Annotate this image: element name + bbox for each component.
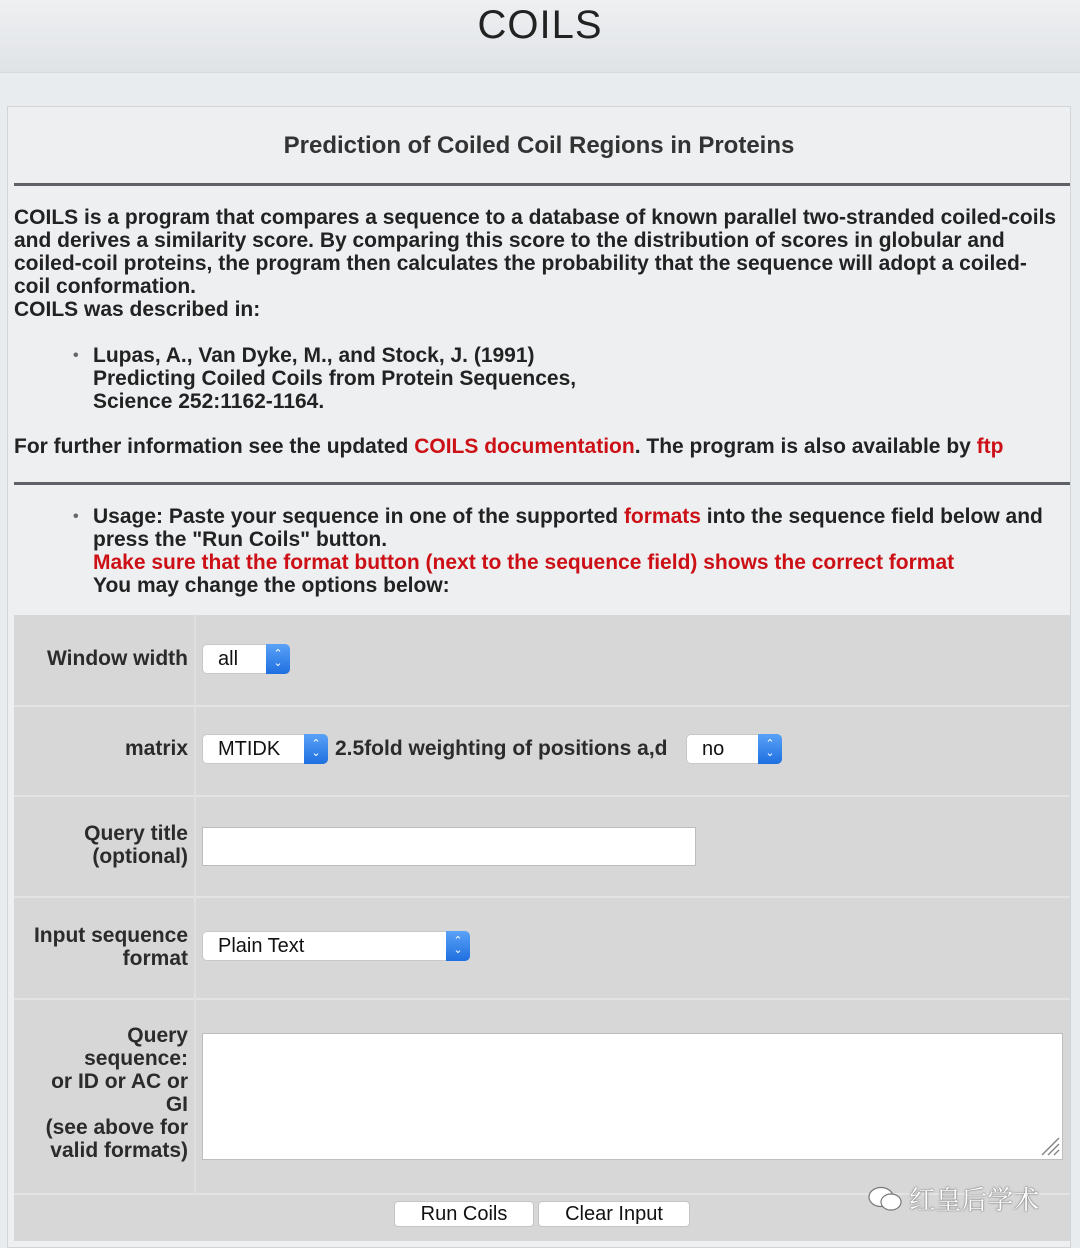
wechat-icon — [868, 1186, 902, 1212]
input-format-label — [14, 924, 188, 970]
matrix-label: matrix — [124, 737, 188, 760]
resize-handle-icon[interactable] — [1038, 1134, 1060, 1156]
column-separator — [194, 795, 196, 896]
input-format-value: Plain Text — [218, 935, 305, 957]
described-in: COILS was described in: — [14, 298, 261, 321]
select-arrows-icon: ⌃ ⌄ — [304, 734, 328, 764]
usage-prefix: Usage: Paste your sequence in one of the supported — [93, 505, 624, 528]
input-format-select[interactable] — [202, 931, 470, 961]
further-info-middle: . The program is also available by — [634, 435, 977, 458]
watermark — [868, 1180, 1039, 1217]
query-sequence-label-line2: sequence: — [84, 1047, 188, 1070]
weighting-select[interactable] — [686, 734, 782, 764]
divider — [14, 183, 1070, 186]
query-sequence-row — [14, 998, 1070, 1195]
format-warning: Make sure that the format button (next to the sequence field) shows the correct format — [93, 551, 955, 574]
query-title-row — [14, 795, 1070, 898]
usage-item — [93, 505, 1062, 597]
query-sequence-textarea[interactable] — [202, 1033, 1063, 1160]
citation-authors: Lupas, A., Van Dyke, M., and Stock, J. (1991) — [93, 344, 535, 367]
query-title-label-line1: Query title — [84, 822, 188, 845]
query-title-label — [14, 822, 188, 868]
watermark-text: 红皇后学术 — [909, 1185, 1040, 1215]
input-format-row — [14, 896, 1070, 1000]
formats-link[interactable]: formats — [623, 505, 701, 528]
column-separator — [194, 615, 196, 705]
clear-input-button[interactable]: Clear Input — [538, 1201, 690, 1227]
citation-list — [14, 344, 1062, 413]
coils-documentation-link[interactable]: COILS documentation — [414, 435, 635, 458]
main-panel — [7, 106, 1071, 1248]
matrix-row — [14, 705, 1070, 797]
subtitle: Prediction of Coiled Coil Regions in Proteins — [283, 132, 795, 159]
query-sequence-label-line4: GI — [165, 1093, 188, 1116]
usage-suffix: into the sequence field below and press the "Run Coils" button. — [93, 505, 1043, 551]
intro-paragraph: COILS is a program that compares a sequence to a database of known parallel two-stranded coiled-coils and derives a similarity score. By comparing this score to the distribution of scores in globular and coiled-coil proteins, the program then calculates the probability that the sequence will adopt a coiled-coil conformation. — [14, 206, 1057, 298]
query-sequence-label-line5: (see above for — [45, 1116, 188, 1139]
weighting-value: no — [702, 738, 725, 760]
top-bar — [0, 0, 1080, 73]
window-width-label: Window width — [47, 647, 188, 670]
matrix-select[interactable] — [202, 734, 328, 764]
run-coils-button[interactable]: Run Coils — [394, 1201, 534, 1227]
page-title: COILS — [477, 3, 603, 47]
query-title-input[interactable] — [202, 827, 696, 866]
query-title-label-line2: (optional) — [92, 845, 188, 868]
query-sequence-label-line3: or ID or AC or — [51, 1070, 188, 1093]
query-sequence-label-line1: Query — [127, 1024, 188, 1047]
usage-list — [14, 505, 1062, 597]
window-width-select[interactable] — [202, 644, 290, 674]
citation-journal: Science 252:1162-1164. — [93, 390, 325, 413]
options-form — [14, 615, 1070, 1241]
citation-title: Predicting Coiled Coils from Protein Sequences, — [93, 367, 577, 390]
query-sequence-label — [14, 1024, 188, 1162]
matrix-value: MTIDK — [218, 738, 281, 760]
column-separator — [194, 705, 196, 795]
usage-section — [8, 505, 1070, 597]
intro-section — [8, 206, 1070, 458]
select-arrows-icon: ⌃ ⌄ — [758, 734, 782, 764]
further-info — [14, 435, 1062, 458]
column-separator — [194, 998, 196, 1193]
input-format-label-line1: Input sequence — [33, 924, 188, 947]
further-info-prefix: For further information see the updated — [14, 435, 415, 458]
window-width-value: all — [218, 648, 239, 670]
weighting-label: 2.5fold weighting of positions a,d — [335, 737, 668, 760]
citation-item — [93, 344, 1062, 413]
select-arrows-icon: ⌃ ⌄ — [446, 931, 470, 961]
options-note: You may change the options below: — [93, 574, 450, 597]
query-sequence-label-line6: valid formats) — [50, 1139, 188, 1162]
select-arrows-icon: ⌃ ⌄ — [266, 644, 290, 674]
ftp-link[interactable]: ftp — [976, 435, 1004, 458]
column-separator — [194, 896, 196, 998]
divider — [14, 482, 1070, 485]
window-width-row — [14, 615, 1070, 707]
input-format-label-line2: format — [122, 947, 188, 970]
